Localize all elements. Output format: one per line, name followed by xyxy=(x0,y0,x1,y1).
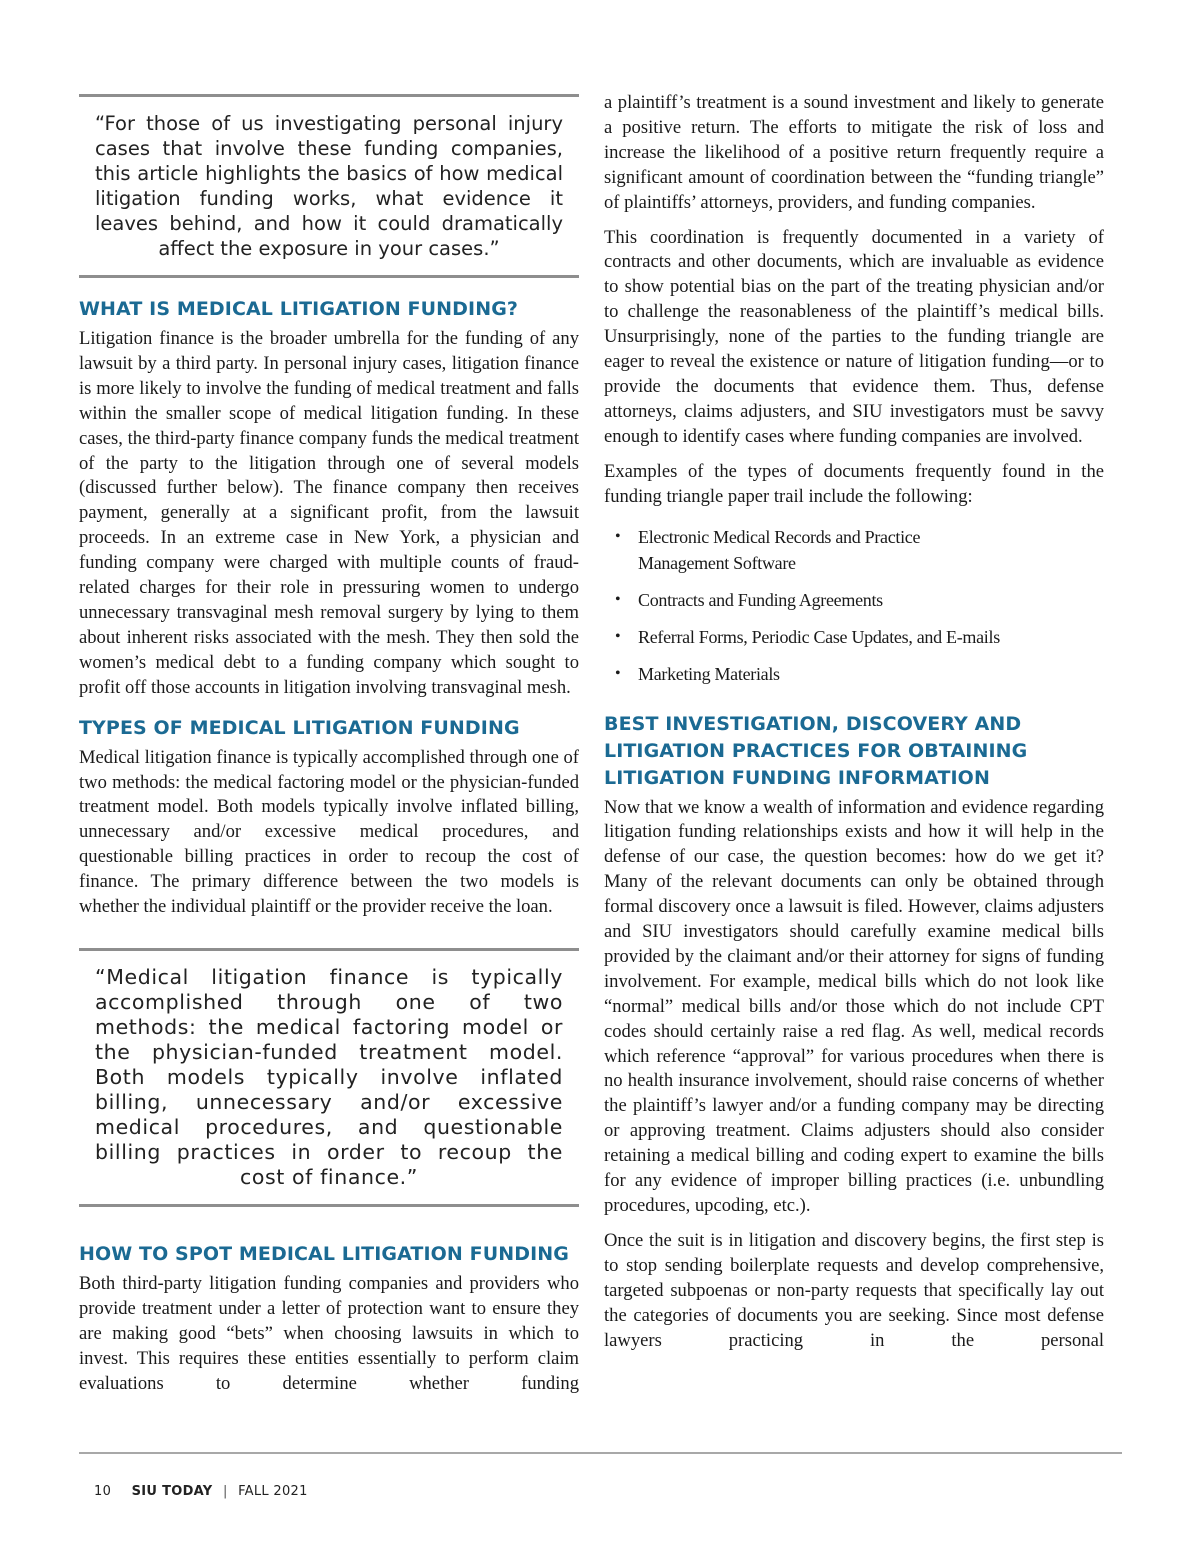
right-column xyxy=(604,91,1104,1363)
publication-name: SIU TODAY xyxy=(131,1484,213,1499)
body-paragraph: Medical litigation finance is typically accomplished through one of two methods: the medical factoring model or the physician-funded treatment model. Both models typically involve inflated billing, unnecessary and/or excessive medical procedures, and questionable billing practices in order to recoup the cost of finance. The primary difference between the two models is whether the individual plaintiff or the provider receive the loan. xyxy=(79,746,579,918)
list-item: • Referral Forms, Periodic Case Updates, and E-mails xyxy=(604,624,1104,650)
list-item: • Contracts and Funding Agreements xyxy=(604,587,1104,613)
bullet-icon: • xyxy=(615,527,621,545)
footer-separator: | xyxy=(222,1484,228,1499)
body-paragraph: a plaintiff’s treatment is a sound investment and likely to generate a positive return. The efforts to mitigate the risk of loss and increase the likelihood of a positive return frequently require a significant amount of coordination between the “funding triangle” of plaintiffs’ attorneys, providers, and funding companies. xyxy=(604,92,1104,213)
section-heading: WHAT IS MEDICAL LITIGATION FUNDING? xyxy=(79,298,519,320)
list-item: • Electronic Medical Records and Practice Management Software xyxy=(604,524,1104,576)
footer-divider xyxy=(79,1452,1122,1454)
issue-label: FALL 2021 xyxy=(238,1484,308,1499)
bullet-icon: • xyxy=(615,627,621,645)
body-paragraph: This coordination is frequently documented in a variety of contracts and other documents, which are invaluable as evidence to show potential bias on the part of the treating physician and/or to challenge the reasonableness of the plaintiff’s medical bills. Unsurprisingly, none of the parties to the funding triangle are eager to reveal the existence or nature of litigation funding—or to provide the documents that evidence them. Thus, defense attorneys, claims adjusters, and SIU investigators must be savvy enough to identify cases where funding companies are involved. xyxy=(604,226,1104,447)
section-heading: BEST INVESTIGATION, DISCOVERY AND LITIGATION PRACTICES FOR OBTAINING LITIGATION FUNDING INFORMATION xyxy=(604,712,1028,789)
body-paragraph: Now that we know a wealth of information and evidence regarding litigation funding relationships exists and how it will help in the defense of our case, the question becomes: how do we get it? Many of the relevant documents can only be obtained through formal discovery once a lawsuit is filed. However, claims adjusters and SIU investigators should carefully examine medical bills provided by the claimant and/or their attorney for signs of funding involvement. For example, medical bills which do not look like “normal” medical bills and/or those which do not include CPT codes should certainly raise a red flag. As well, medical records which reference “approval” for various procedures when there is no health insurance involvement, should raise concerns of whether the plaintiff’s lawyer and/or a funding company may be directing or approving treatment. Claims adjusters should also consider retaining a medical billing and coding expert to examine the bills for any evidence of improper billing practices (i.e. unbundling procedures, upcoding, etc.). xyxy=(604,796,1104,1216)
bullet-icon: • xyxy=(615,664,621,682)
body-paragraph: Both third-party litigation funding companies and providers who provide treatment under a letter of protection want to ensure they are making good “bets” when choosing lawsuits in which to invest. This requires these entities essentially to perform claim evaluations to determine whether funding xyxy=(79,1272,579,1394)
section-heading: HOW TO SPOT MEDICAL LITIGATION FUNDING xyxy=(79,1242,569,1265)
section-heading: TYPES OF MEDICAL LITIGATION FUNDING xyxy=(79,716,520,739)
pullquote: “Medical litigation finance is typically accomplished through one of two methods: the medical factoring model or the physician-funded treatment model. Both models typically involve inflated billing, unnecessary and/or excessive medical procedures, and questionable billing practices in order to recoup the cost of finance.” xyxy=(79,948,579,1207)
body-paragraph: Once the suit is in litigation and discovery begins, the first step is to stop sending boilerplate requests and develop comprehensive, targeted subpoenas or non-party requests that specifically lay out the categories of documents you are seeking. Since most defense lawyers practicing in the personal xyxy=(604,1229,1104,1351)
page-number: 10 xyxy=(94,1484,112,1499)
body-paragraph: Litigation finance is the broader umbrella for the funding of any lawsuit by a third party. In personal injury cases, litigation finance is more likely to involve the funding of medical treatment and falls within the smaller scope of medical litigation funding. In these cases, the third-party finance company funds the medical treatment of the party to the litigation through one of several models (discussed further below). The finance company then receives payment, generally at a significant profit, from the lawsuit proceeds. In an extreme case in New York, a physician and funding company were charged with multiple counts of fraud-related charges for their role in pressuring women to undergo unnecessary transvaginal mesh removal surgery by lying to them about inherent risks associated with the mesh. They then sold the women’s medical debt to a funding company which sought to profit off those accounts in litigation involving transvaginal mesh. xyxy=(79,328,579,698)
left-column xyxy=(79,94,579,1406)
document-types-list xyxy=(604,524,1104,687)
page-footer xyxy=(94,1484,308,1499)
pullquote: “For those of us investigating personal injury cases that involve these funding companies, this article highlights the basics of how medical litigation funding works, what evidence it leaves behind, and how it could dramatically affect the exposure in your cases.” xyxy=(79,94,579,278)
body-paragraph: Examples of the types of documents frequently found in the funding triangle paper trail include the following: xyxy=(604,460,1104,507)
bullet-icon: • xyxy=(615,590,621,608)
list-item: • Marketing Materials xyxy=(604,661,1104,687)
